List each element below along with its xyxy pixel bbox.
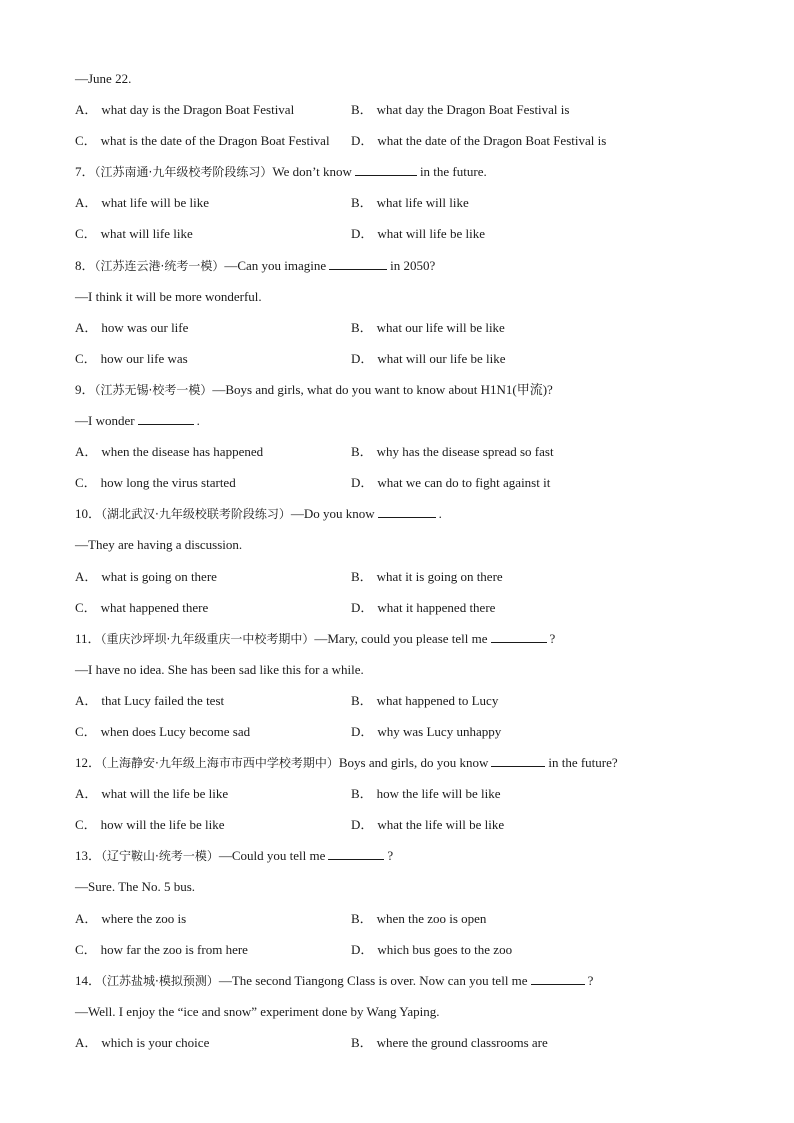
options-row [75,716,735,747]
question-number: 13． [75,848,102,864]
option-text: how far the zoo is from here [100,941,248,957]
options-row [75,343,735,374]
question-text-after: in 2050? [390,257,436,273]
option-text: when the zoo is open [376,910,487,926]
option-text: how long the virus started [100,475,236,491]
option-letter: D． [351,475,374,491]
answer-option [75,343,188,374]
option-letter: B． [351,568,373,584]
question-text-after: ? [549,630,556,646]
option-text: what will life be like [377,226,485,242]
option-text: what is the date of the Dragon Boat Festival [100,133,330,149]
option-letter: D． [351,350,374,366]
question-number: 10． [75,506,102,522]
options-row [75,94,735,125]
option-letter: B． [351,195,373,211]
question-source: （上海静安·九年级上海市市西中学校考期中） [101,756,339,771]
dialogue-reply: —Well. I enjoy the “ice and snow” experiment done by Wang Yaping. [75,1003,440,1019]
option-text: what we can do to fight against it [377,475,551,491]
answer-option [75,592,208,623]
question-number: 7． [75,164,95,180]
option-letter: A． [75,786,98,802]
question-text-after: ? [587,972,594,988]
answer-option [75,467,236,498]
question-page [75,63,735,1058]
option-text: what is going on there [101,568,217,584]
option-letter: D． [351,941,374,957]
option-text: that Lucy failed the test [101,692,225,708]
answer-option [75,187,209,218]
answer-option [351,94,569,125]
answer-option [75,312,188,343]
answer-option [75,934,248,965]
question-text: —Mary, could you please tell me [314,630,488,646]
option-letter: A． [75,568,98,584]
options-row [75,809,735,840]
dialogue-reply: —June 22. [75,71,132,86]
question-source: （江苏盐城·模拟预测） [101,973,219,988]
question-source: （江苏南通·九年级校考阶段练习） [94,165,273,180]
answer-option [351,561,503,592]
answer-option [351,716,501,747]
answer-option [351,312,505,343]
question-stem [75,623,735,654]
option-letter: D． [351,723,374,739]
option-letter: A． [75,1034,98,1050]
option-text: which is your choice [101,1034,210,1050]
question-text: We don’t know [272,164,352,180]
question-stem [75,156,735,187]
question-stem [75,747,735,778]
options-row [75,903,735,934]
option-letter: A． [75,910,98,926]
answer-blank [329,255,387,270]
option-letter: C． [75,817,97,833]
option-text: what the date of the Dragon Boat Festival is [377,133,607,149]
dialogue-reply: —Sure. The No. 5 bus. [75,879,196,895]
option-text: which bus goes to the zoo [377,941,513,957]
option-text: how the life will be like [376,786,501,802]
option-text: what will our life be like [377,350,506,366]
answer-option [351,343,506,374]
options-row [75,778,735,809]
answer-option [351,436,554,467]
option-text: when does Lucy become sad [100,723,251,739]
option-text: how our life was [100,350,188,366]
answer-option [351,809,504,840]
answer-option [351,218,485,249]
option-text: where the zoo is [101,910,187,926]
answer-option [351,187,469,218]
option-letter: D． [351,817,374,833]
answer-blank [355,161,417,176]
option-letter: B． [351,786,373,802]
option-text: what will life like [100,226,193,242]
option-text: what it is going on there [376,568,503,584]
option-letter: B． [351,692,373,708]
option-letter: C． [75,941,97,957]
answer-option [75,809,225,840]
answer-blank [491,752,545,767]
option-letter: B． [351,444,373,460]
option-text: what day the Dragon Boat Festival is [376,102,570,118]
answer-blank [138,410,194,425]
answer-option [351,903,486,934]
option-letter: A． [75,692,98,708]
option-letter: A． [75,319,98,335]
answer-option [75,685,224,716]
option-letter: D． [351,599,374,615]
answer-option [351,778,501,809]
option-text: when the disease has happened [101,444,264,460]
dialogue-reply: —I have no idea. She has been sad like this for a while. [75,661,364,677]
question-text-after: in the future. [419,164,487,180]
question-number: 8． [75,257,95,273]
option-letter: C． [75,226,97,242]
question-stem [75,374,735,405]
answer-blank [328,845,384,860]
options-row [75,561,735,592]
question-text: —The second Tiangong Class is over. Now can you tell me [218,972,528,988]
option-text: what will the life be like [101,786,229,802]
options-row [75,436,735,467]
dialogue-reply [75,405,735,436]
question-number: 9． [75,381,95,397]
option-text: what day is the Dragon Boat Festival [101,102,295,118]
answer-option [351,934,512,965]
options-row [75,1027,735,1058]
answer-blank [378,503,436,518]
option-letter: C． [75,133,97,149]
question-text-after: in the future? [548,755,618,771]
option-text: how will the life be like [100,817,225,833]
option-letter: C． [75,350,97,366]
options-row [75,592,735,623]
option-text: what life will be like [101,195,209,211]
question-text-after: ? [387,848,394,864]
option-text: what our life will be like [376,319,505,335]
question-text: Boys and girls, do you know [338,755,489,771]
answer-option [75,94,294,125]
option-letter: B． [351,1034,373,1050]
question-number: 12． [75,755,102,771]
dialogue-reply: —I think it will be more wonderful. [75,288,262,304]
question-stem [75,498,735,529]
option-letter: B． [351,102,373,118]
question-text: —Could you tell me [218,848,326,864]
question-number: 14． [75,972,102,988]
option-text: what life will like [376,195,469,211]
option-text: what happened there [100,599,209,615]
question-number: 11． [75,630,101,646]
question-source: （辽宁鞍山·统考一模） [101,849,219,864]
option-letter: D． [351,133,374,149]
question-text: —Do you know [290,506,375,522]
answer-blank [531,970,585,985]
question-text: —Boys and girls, what do you want to know about H1N1(甲流)? [212,381,553,397]
answer-option [351,467,550,498]
options-row [75,312,735,343]
options-row [75,218,735,249]
option-text: how was our life [101,319,189,335]
option-letter: C． [75,475,97,491]
option-letter: B． [351,319,373,335]
question-source: （江苏连云港·统考一模） [94,258,225,273]
answer-option [75,1027,209,1058]
option-letter: C． [75,723,97,739]
option-letter: B． [351,910,373,926]
options-row [75,934,735,965]
option-letter: A． [75,444,98,460]
question-text-after: . [438,506,442,522]
question-stem [75,840,735,871]
answer-option [75,778,228,809]
reply-text: —I wonder [75,413,135,429]
option-letter: A． [75,102,98,118]
answer-option [75,218,193,249]
dialogue-reply: —They are having a discussion. [75,537,243,553]
option-text: why was Lucy unhappy [377,723,502,739]
question-source: （湖北武汉·九年级校联考阶段练习） [101,507,291,522]
options-row [75,125,735,156]
question-text: —Can you imagine [224,257,327,273]
option-letter: D． [351,226,374,242]
answer-blank [491,628,547,643]
answer-option [351,592,495,623]
answer-option [75,903,186,934]
options-row [75,685,735,716]
options-row [75,467,735,498]
option-text: what the life will be like [377,817,505,833]
reply-text-after: . [196,413,200,429]
question-stem [75,250,735,281]
option-letter: A． [75,195,98,211]
question-stem [75,965,735,996]
answer-option [75,436,263,467]
answer-option [75,561,217,592]
option-text: what it happened there [377,599,496,615]
options-row [75,187,735,218]
answer-option [351,125,606,156]
answer-option [75,125,330,156]
answer-option [75,716,250,747]
option-letter: C． [75,599,97,615]
question-source: （重庆沙坪坝·九年级重庆一中校考期中） [100,631,315,646]
option-text: why has the disease spread so fast [376,444,554,460]
option-text: where the ground classrooms are [376,1034,548,1050]
option-text: what happened to Lucy [376,692,499,708]
answer-option [351,685,498,716]
answer-option [351,1027,548,1058]
question-source: （江苏无锡·校考一模） [94,382,213,397]
